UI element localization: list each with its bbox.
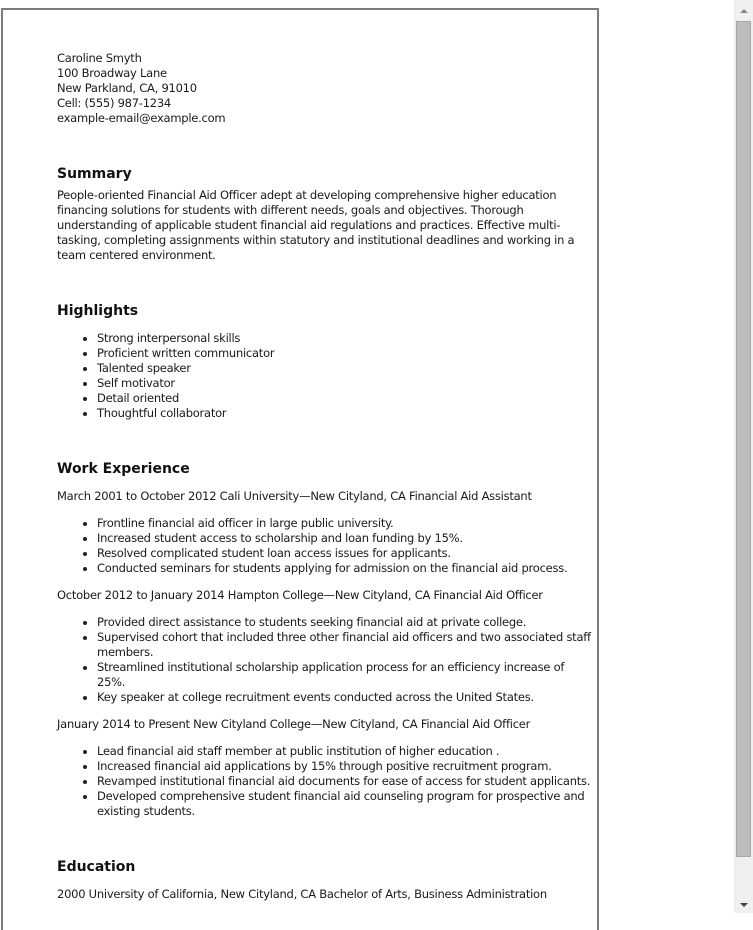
vertical-scrollbar[interactable] xyxy=(734,0,753,913)
highlight-item: Detail oriented xyxy=(97,391,592,406)
highlights-heading: Highlights xyxy=(57,303,139,319)
job-entry xyxy=(57,489,592,576)
education-entry: 2000 University of California, New Cityland, CA Bachelor of Arts, Business Administration xyxy=(57,887,547,901)
highlight-item: Self motivator xyxy=(97,376,592,391)
education-heading: Education xyxy=(57,859,136,875)
job-bullet: Lead financial aid staff member at public institution of higher education . xyxy=(97,744,592,759)
highlight-item: Talented speaker xyxy=(97,361,592,376)
contact-email: example-email@example.com xyxy=(57,111,226,125)
job-bullet: Increased student access to scholarship and loan funding by 15%. xyxy=(97,531,592,546)
triangle-down-icon xyxy=(740,903,748,907)
job-bullet: Resolved complicated student loan access issues for applicants. xyxy=(97,546,592,561)
summary-text: People-oriented Financial Aid Officer adept at developing comprehensive higher education financing solutions for students with different needs, goals and objectives. Thorough understanding of applicable student financial aid regulations and practices. Effective multi-tasking, completing assignments within statutory and institutional deadlines and working in a team centered environment. xyxy=(57,188,575,262)
contact-address: 100 Broadway Lane xyxy=(57,66,167,80)
job-bullet: Increased financial aid applications by 15% through positive recruitment program. xyxy=(97,759,592,774)
contact-block xyxy=(57,51,592,126)
job-bullet: Revamped institutional financial aid documents for ease of access for student applicants. xyxy=(97,774,591,788)
contact-name: Caroline Smyth xyxy=(57,51,142,65)
scroll-down-button[interactable] xyxy=(734,896,753,913)
job-bullet: Frontline financial aid officer in large public university. xyxy=(97,516,592,531)
work-heading: Work Experience xyxy=(57,461,190,477)
job-bullet: Key speaker at college recruitment events conducted across the United States. xyxy=(97,690,592,705)
job-bullets xyxy=(57,615,592,705)
resume-page xyxy=(1,8,599,930)
resume-content xyxy=(57,51,592,902)
highlight-item: Strong interpersonal skills xyxy=(97,331,592,346)
scroll-up-button[interactable] xyxy=(734,2,753,19)
job-header: March 2001 to October 2012 Cali University—New Cityland, CA Financial Aid Assistant xyxy=(57,489,532,503)
job-header: October 2012 to January 2014 Hampton College—New Cityland, CA Financial Aid Officer xyxy=(57,588,543,602)
job-bullet: Developed comprehensive student financial aid counseling program for prospective and existing students. xyxy=(97,789,592,819)
job-header: January 2014 to Present New Cityland College—New Cityland, CA Financial Aid Officer xyxy=(57,717,531,731)
contact-city: New Parkland, CA, 91010 xyxy=(57,81,197,95)
job-bullets xyxy=(57,516,592,576)
highlight-item: Proficient written communicator xyxy=(97,346,592,361)
job-bullet: Conducted seminars for students applying for admission on the financial aid process. xyxy=(97,561,592,576)
job-entry xyxy=(57,588,592,705)
highlights-list xyxy=(57,331,592,421)
job-entry xyxy=(57,717,592,819)
job-bullet: Streamlined institutional scholarship application process for an efficiency increase of 25%. xyxy=(97,660,592,690)
job-bullet: Provided direct assistance to students seeking financial aid at private college. xyxy=(97,615,592,630)
highlight-item: Thoughtful collaborator xyxy=(97,406,592,421)
contact-phone: Cell: (555) 987-1234 xyxy=(57,96,171,110)
summary-heading: Summary xyxy=(57,166,132,182)
job-bullet: Supervised cohort that included three other financial aid officers and two associated staff members. xyxy=(97,630,591,659)
triangle-up-icon xyxy=(740,9,748,13)
scrollbar-thumb[interactable] xyxy=(736,21,751,857)
job-bullets xyxy=(57,744,592,819)
